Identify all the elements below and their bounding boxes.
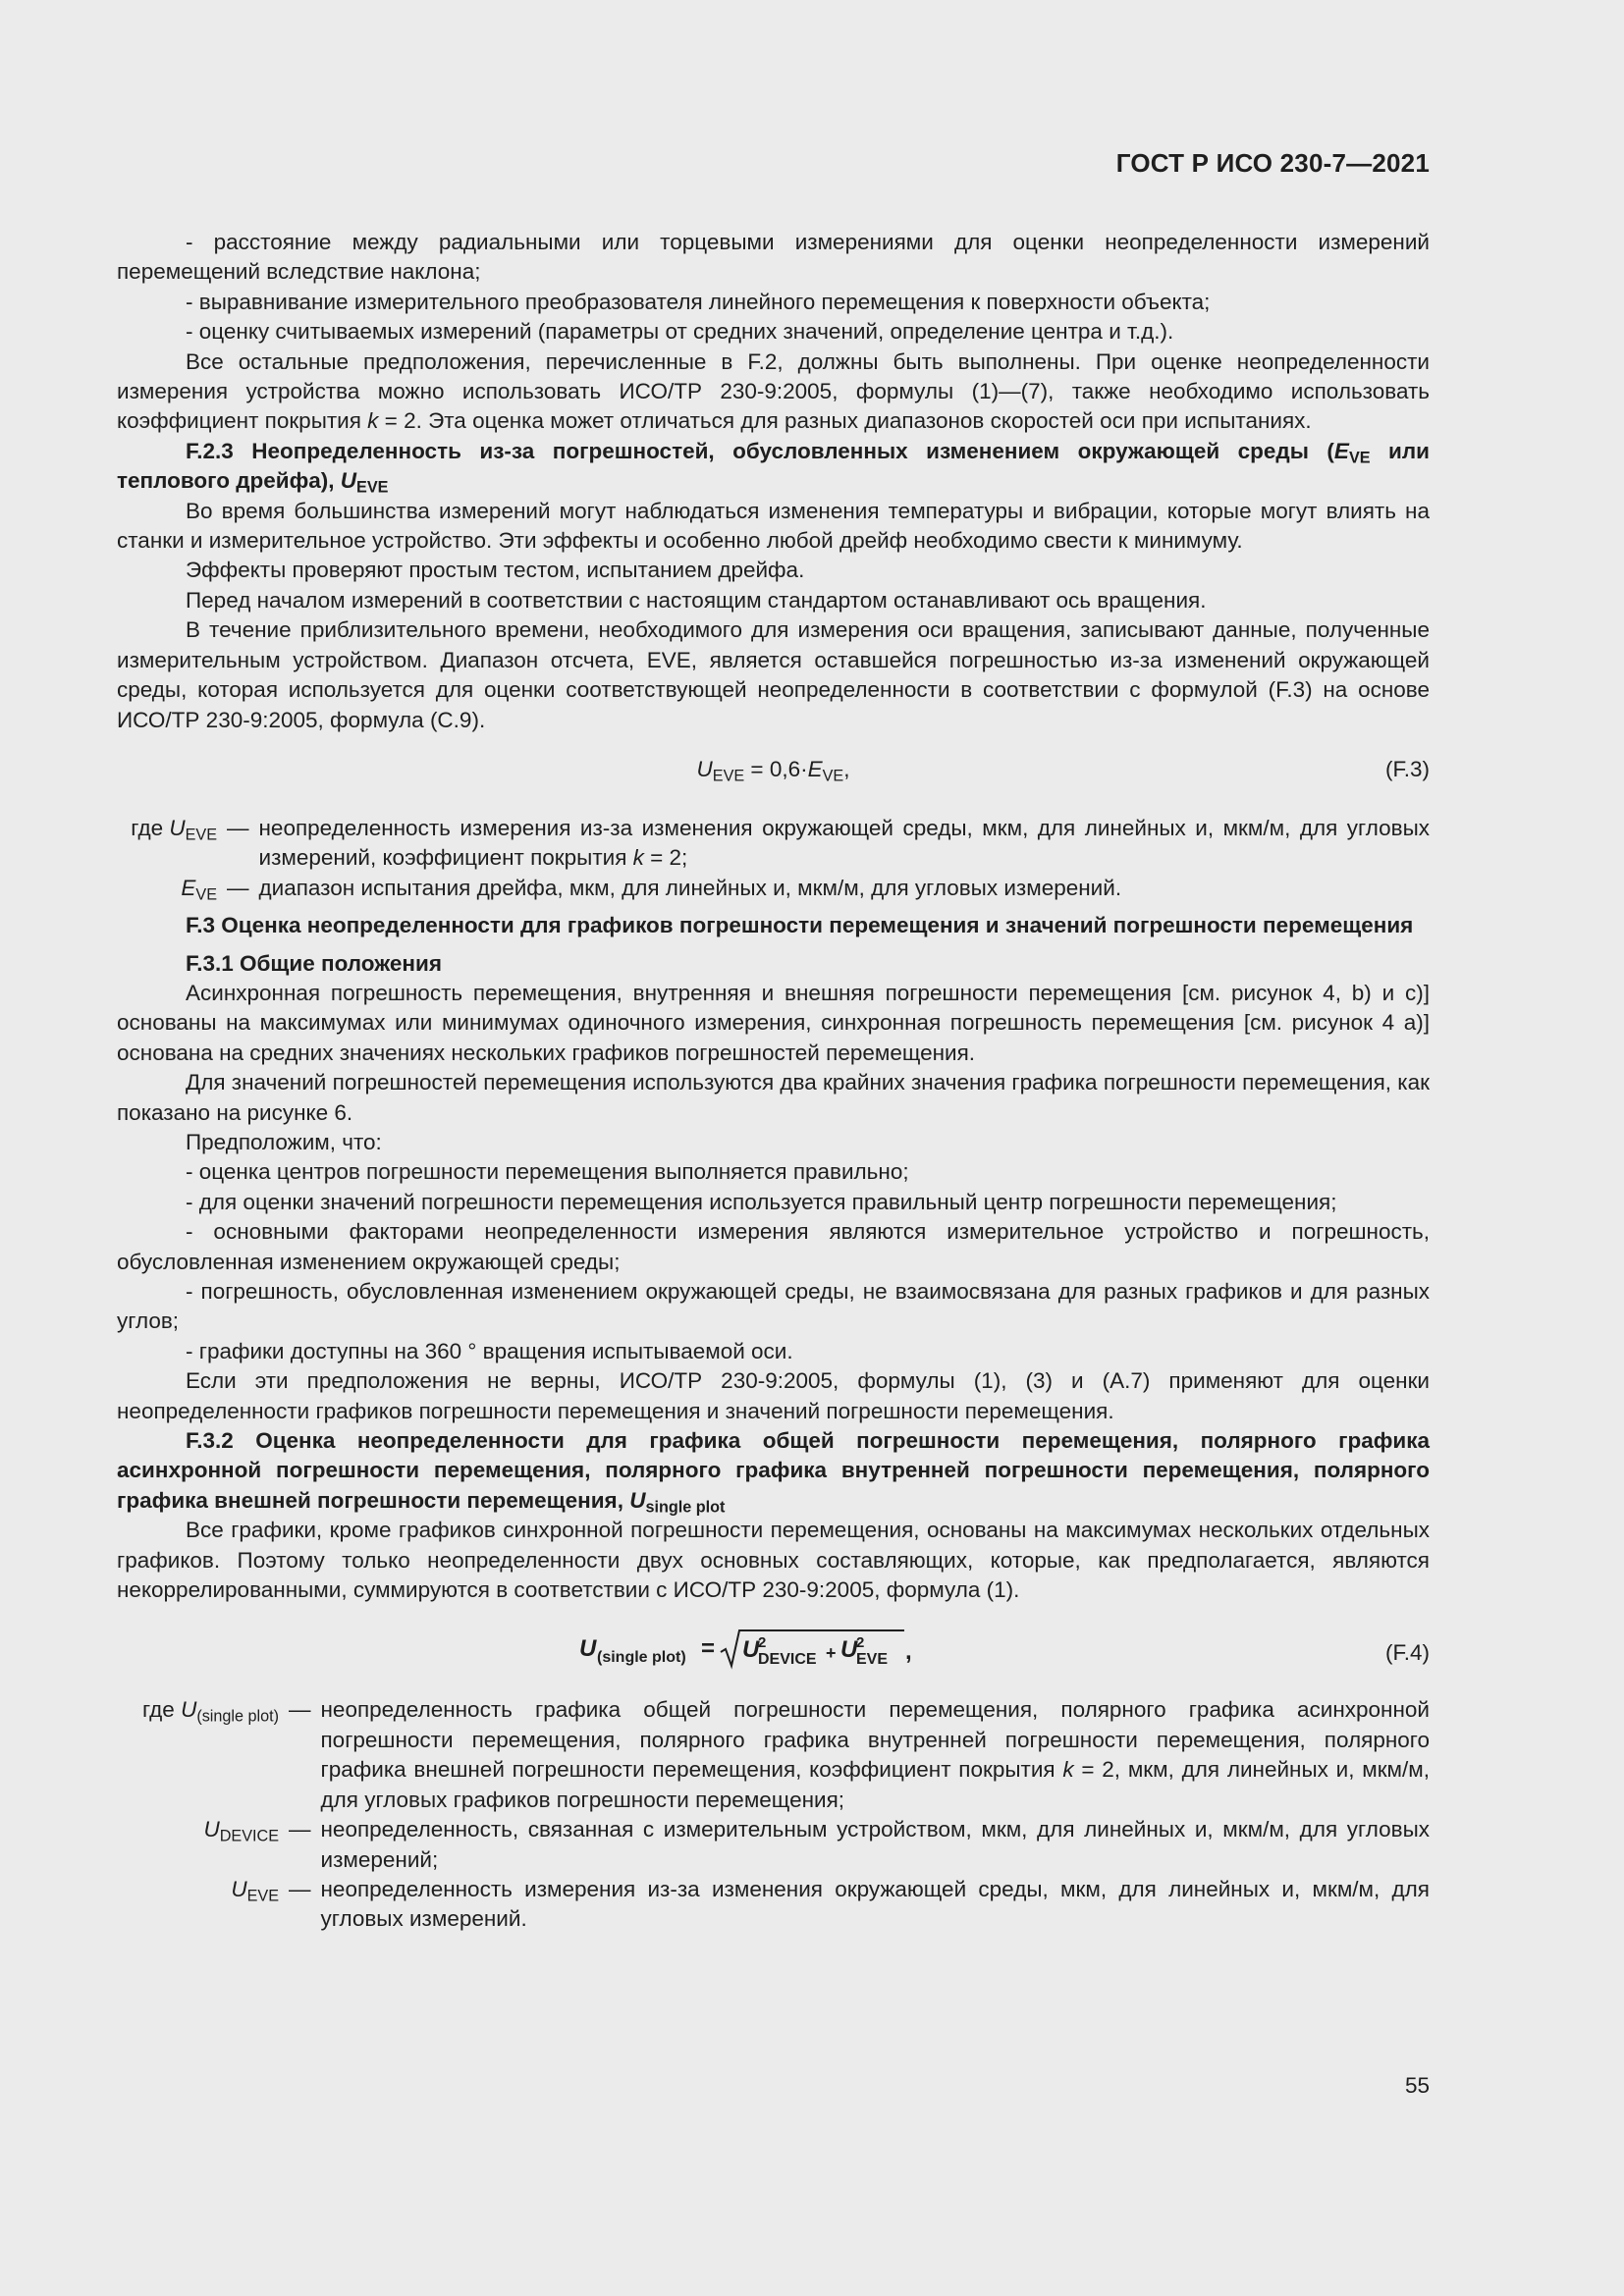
list-item: - основными факторами неопределенности измерения являются измерительное устройство и погрешность, обусловленная изменением окружающей среды; [117,1219,1430,1274]
definition-item: $U_{DEVICE}$ — неопределенность, связанная с измерительным устройством, мкм, для линейных и, мкм/м, для угловых измерений; [203,1817,1430,1872]
paragraph: Перед началом измерений в соответствии с настоящим стандартом останавливают ось вращения. [186,587,1207,613]
list-item: - оценку считываемых измерений (параметры от средних значений, определение центра и т.д.). [186,319,1174,345]
list-item: - погрешность, обусловленная изменением окружающей среды, не взаимосвязана для разных графиков и для разных углов; [117,1279,1430,1334]
list-item: - оценка центров погрешности перемещения выполняется правильно; [186,1159,909,1185]
page-content [117,228,1430,1935]
definition-item: где $U_{(single plot)}$ — неопределенность графика общей погрешности перемещения, полярного графика асинхронной погрешности перемещения, полярного графика внутренней погрешности перемещения, полярного графика внешней погрешности перемещения, коэффициент покрытия k = 2, мкм, для линейных и, мкм/м, для угловых графиков погрешности перемещения; [141,1697,1430,1812]
definition-item: $U_{EVE}$ — неопределенность измерения из-за изменения окружающей среды, мкм, для линейных и, мкм/м, для угловых измерений. [231,1876,1430,1932]
document-header: ГОСТ Р ИСО 230-7—2021 [1115,148,1430,178]
list-item: - графики доступны на 360 ° вращения испытываемой оси. [186,1338,793,1363]
definitions-list [117,1695,1430,1934]
formula-subscript: (single plot) [596,1649,686,1667]
paragraph: Для значений погрешностей перемещения используются два крайних значения графика погрешности перемещения, как показано на рисунке 6. [117,1070,1430,1125]
formula-superscript: 2 [757,1634,766,1652]
formula-number: (F.3) [1385,756,1430,781]
paragraph: Все остальные предположения, перечисленные в F.2, должны быть выполнены. При оценке неопределенности измерения устройства можно использовать ИСО/ТР 230-9:2005, формулы (1)—(7), также необходимо использовать коэффициент покрытия k = 2. Эта оценка может отличаться для разных диапазонов скоростей оси при испытаниях. [117,348,1430,434]
paragraph: Предположим, что: [186,1129,382,1154]
section-heading-f32: F.3.2 Оценка неопределенности для графика общей погрешности перемещения, полярного графика асинхронной погрешности перемещения, полярного графика внутренней погрешности перемещения, полярного графика внешней погрешности перемещения, $U_{single plot}$ [117,1428,1430,1517]
formula-subscript: EVE [855,1651,888,1669]
list-item: - для оценки значений погрешности перемещения используется правильный центр погрешности перемещения; [186,1189,1337,1214]
formula-f4-graphic [577,1627,970,1672]
page-number: 55 [1404,2073,1430,2098]
list-item: - расстояние между радиальными или торцевыми измерениями для оценки неопределенности измерений перемещений вследствие наклона; [117,230,1430,285]
formula-f3: $U_{EVE} = 0,6\cdot E_{VE}$, (F.3) [696,756,1430,785]
section-heading-f3: F.3 Оценка неопределенности для графиков погрешности перемещения и значений погрешности перемещения [186,913,1414,938]
definitions-list [117,814,1430,903]
formula-symbol: U [578,1635,596,1663]
formula-comma: , [904,1638,912,1666]
formula-number: (F.4) [1385,1640,1430,1666]
definition-item: где $U_{EVE}$ — неопределенность измерения из-за изменения окружающей среды, мкм, для линейных и, мкм/м, для угловых измерений, коэффициент покрытия k = 2; [131,815,1430,871]
section-heading-f31: F.3.1 Общие положения [186,950,442,976]
paragraph: Во время большинства измерений могут наблюдаться изменения температуры и вибрации, которые могут влиять на станки и измерительное устройство. Эти эффекты и особенно любой дрейф необходимо свести к минимуму. [117,498,1430,554]
formula-equals: = [700,1635,715,1663]
formula-plus: + [825,1643,837,1664]
formula-symbol: U [839,1636,857,1664]
formula-superscript: 2 [855,1634,864,1652]
formula-f4 [117,1627,1430,1672]
section-heading-f23: F.2.3 Неопределенность из-за погрешностей, обусловленных изменением окружающей среды ($E_{VE}$ или теплового дрейфа), $U_{EVE}$ [117,438,1430,497]
paragraph: Асинхронная погрешность перемещения, внутренняя и внешняя погрешности перемещения [см. рисунок 4, b) и с)] основаны на максимумах или минимумах одиночного измерения, синхронная погрешность перемещения [см. рисунок 4 а)] основана на средних значениях нескольких графиков погрешностей перемещения. [117,980,1430,1065]
paragraph: Если эти предположения не верны, ИСО/ТР 230-9:2005, формулы (1), (3) и (А.7) применяют для оценки неопределенности графиков погрешности перемещения и значений погрешности перемещения. [117,1368,1430,1423]
paragraph: Все графики, кроме графиков синхронной погрешности перемещения, основаны на максимумах нескольких отдельных графиков. Поэтому только неопределенности двух основных составляющих, которые, как предполагается, являются некоррелированными, суммируются в соответствии с ИСО/ТР 230-9:2005, формула (1). [117,1518,1430,1603]
paragraph: В течение приблизительного времени, необходимого для измерения оси вращения, записывают данные, полученные измерительным устройством. Диапазон отсчета, EVE, является оставшейся погрешностью из-за изменений окружающей среды, которая используется для оценки соответствующей неопределенности в соответствии с формулой (F.3) на основе ИСО/ТР 230-9:2005, формула (С.9). [117,617,1430,732]
paragraph: Эффекты проверяют простым тестом, испытанием дрейфа. [186,558,805,583]
formula-symbol: U [741,1636,759,1664]
definition-item: $E_{VE}$ — диапазон испытания дрейфа, мкм, для линейных и, мкм/м, для угловых измерений. [181,875,1122,904]
formula-subscript: DEVICE [757,1651,817,1669]
list-item: - выравнивание измерительного преобразователя линейного перемещения к поверхности объекта; [186,289,1211,314]
